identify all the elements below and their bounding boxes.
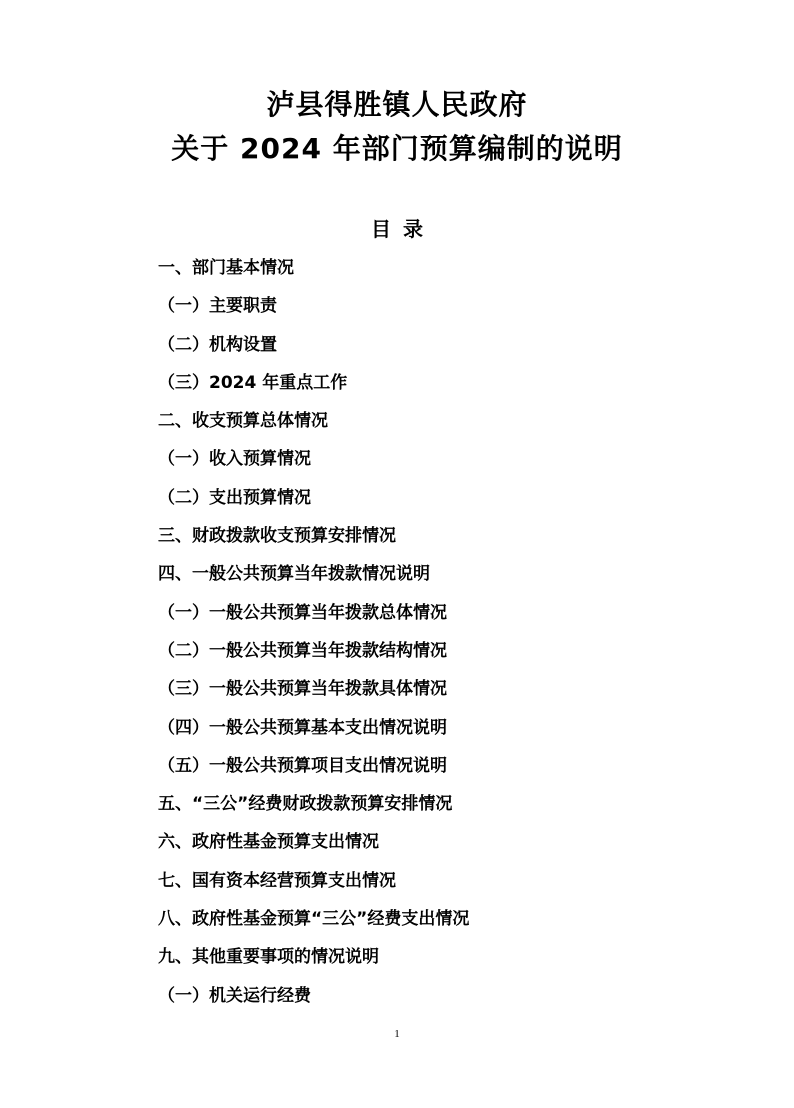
- table-of-contents: [158, 255, 469, 1021]
- toc-item: 五、“三公”经费财政拨款预算安排情况: [158, 794, 453, 815]
- toc-item: 九、其他重要事项的情况说明: [158, 947, 379, 968]
- toc-heading: 目录: [371, 217, 435, 241]
- toc-item: 一、部门基本情况: [158, 258, 294, 278]
- toc-item: 八、政府性基金预算“三公”经费支出情况: [158, 909, 470, 930]
- toc-item: 二、收支预算总体情况: [158, 411, 328, 432]
- document-title-line-2: 关于 2024 年部门预算编制的说明: [171, 132, 623, 165]
- toc-item: （四）一般公共预算基本支出情况说明: [158, 717, 447, 738]
- toc-item: （一）主要职责: [158, 296, 277, 317]
- toc-item: （一）机关运行经费: [158, 985, 311, 1006]
- toc-item: （三）2024 年重点工作: [158, 372, 348, 393]
- toc-item: 三、财政拨款收支预算安排情况: [158, 526, 396, 547]
- toc-item: （五）一般公共预算项目支出情况说明: [158, 755, 447, 776]
- toc-item: 六、政府性基金预算支出情况: [158, 832, 379, 853]
- toc-item: （三）一般公共预算当年拨款具体情况: [158, 679, 447, 700]
- toc-item: （二）一般公共预算当年拨款结构情况: [158, 640, 447, 661]
- toc-item: （二）支出预算情况: [158, 487, 311, 508]
- toc-item: （一）一般公共预算当年拨款总体情况: [158, 602, 447, 623]
- toc-item: 七、国有资本经营预算支出情况: [158, 870, 396, 891]
- toc-item: （一）收入预算情况: [158, 449, 311, 470]
- document-title-line-1: 泸县得胜镇人民政府: [266, 88, 528, 121]
- page-number: 1: [394, 1028, 400, 1040]
- toc-item: 四、一般公共预算当年拨款情况说明: [158, 564, 430, 585]
- toc-item: （二）机构设置: [158, 334, 277, 355]
